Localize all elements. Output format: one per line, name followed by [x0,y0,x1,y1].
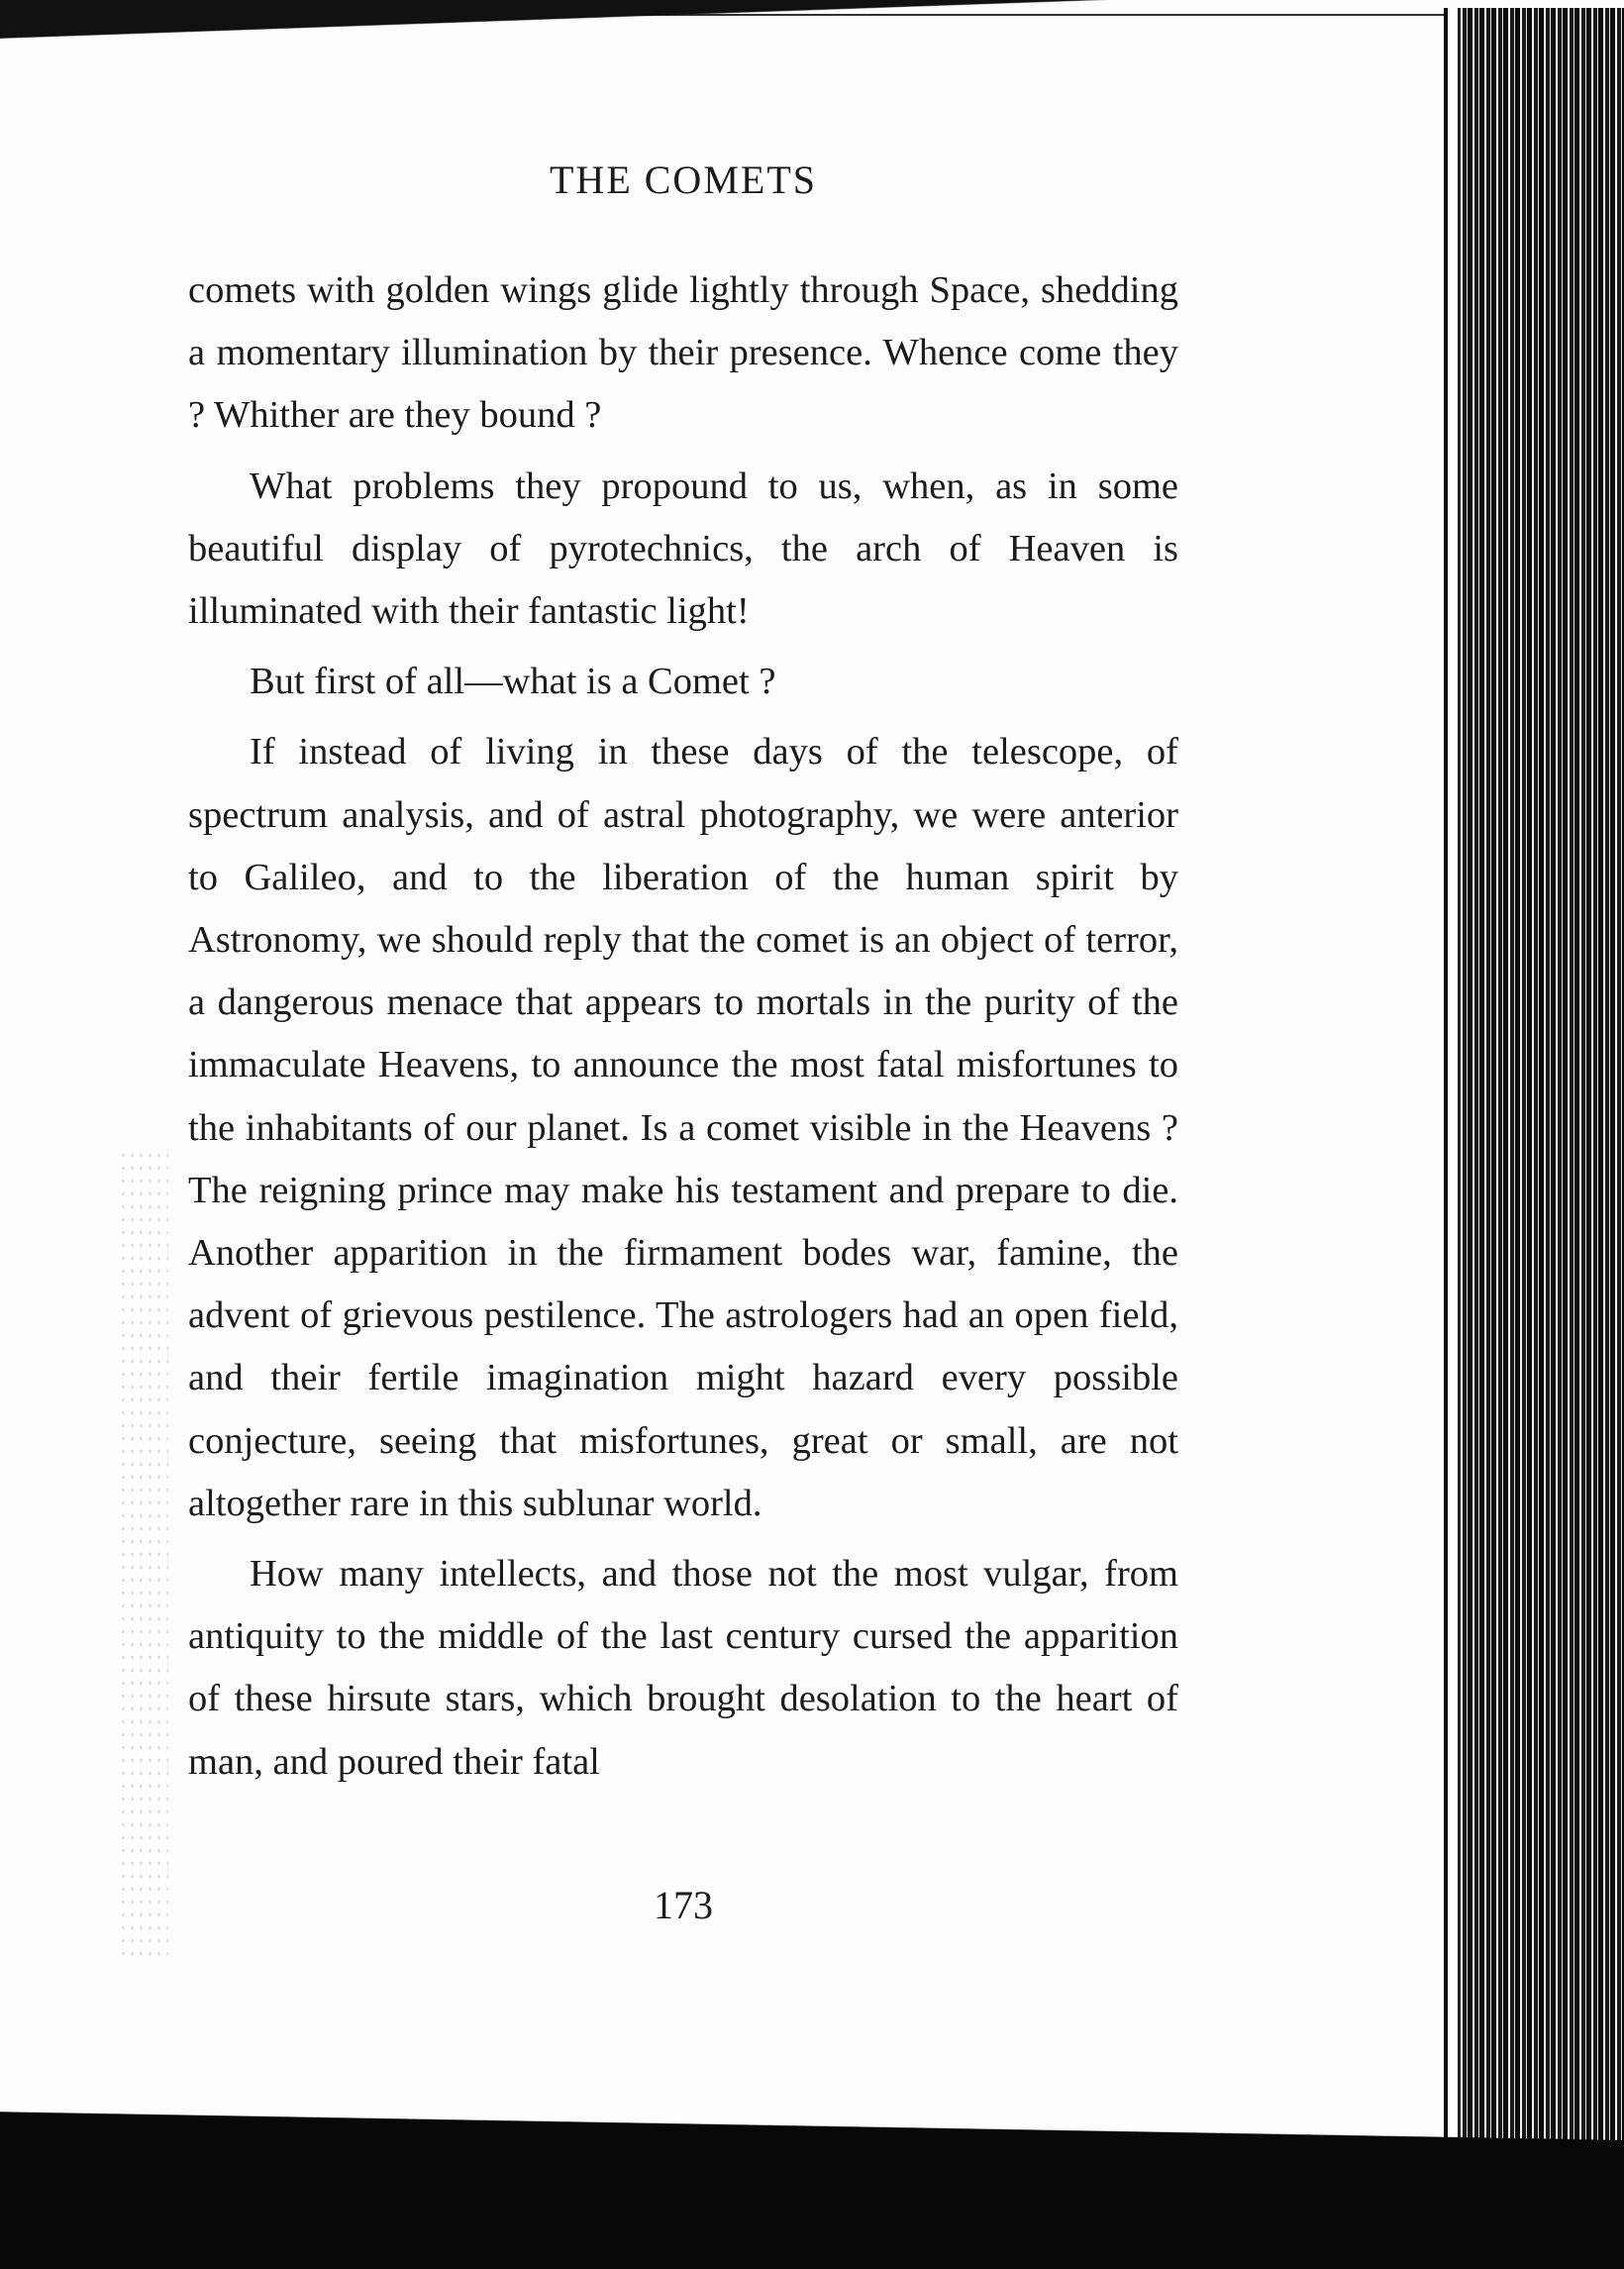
paragraph-4: If instead of living in these days of the telescope, of spectrum analysis, and of astral photography, we were anterior to Galileo, and to the liberation of the human spirit by Astronomy, we should reply that the comet is an object of terror, a dangerous menace that appears to mortals in the purity of the immaculate Heavens, to announce the most fatal misfortunes to the inhabitants of our planet. Is a comet visible in the Heavens ? The reigning prince may make his testament and prepare to die. Another apparition in the firmament bodes war, famine, the advent of grievous pestilence. The astrologers had an open field, and their fertile imagination might hazard every possible conjecture, seeing that misfortunes, great or small, are not altogether rare in this sublunar world. [188,731,1178,1524]
paragraph-1: comets with golden wings glide lightly through Space, shedding a momentary illumination by their presence. Whence come they ? Whither are they bound ? [188,269,1178,437]
page-right-margin-edge [1448,8,1461,2217]
paragraph-5: How many intellects, and those not the most vulgar, from antiquity to the middle of the last century cursed the apparition of these hirsute stars, which brought desolation to the heart of man, and poured their fatal [188,1553,1178,1783]
scan-speckles [119,1149,168,1961]
body-text [188,259,1178,1802]
bottom-scan-band [0,2144,1624,2269]
running-title: THE COMETS [550,157,817,202]
page-top-shadow [0,0,1456,57]
book-fore-edge [1444,8,1624,2217]
paragraph-3: But first of all—what is a Comet ? [250,661,776,703]
page-number: 173 [654,1883,713,1927]
paragraph-2: What problems they propound to us, when, as in some beautiful display of pyrotechnics, the arch of Heaven is illuminated with their fantastic light! [188,464,1178,633]
